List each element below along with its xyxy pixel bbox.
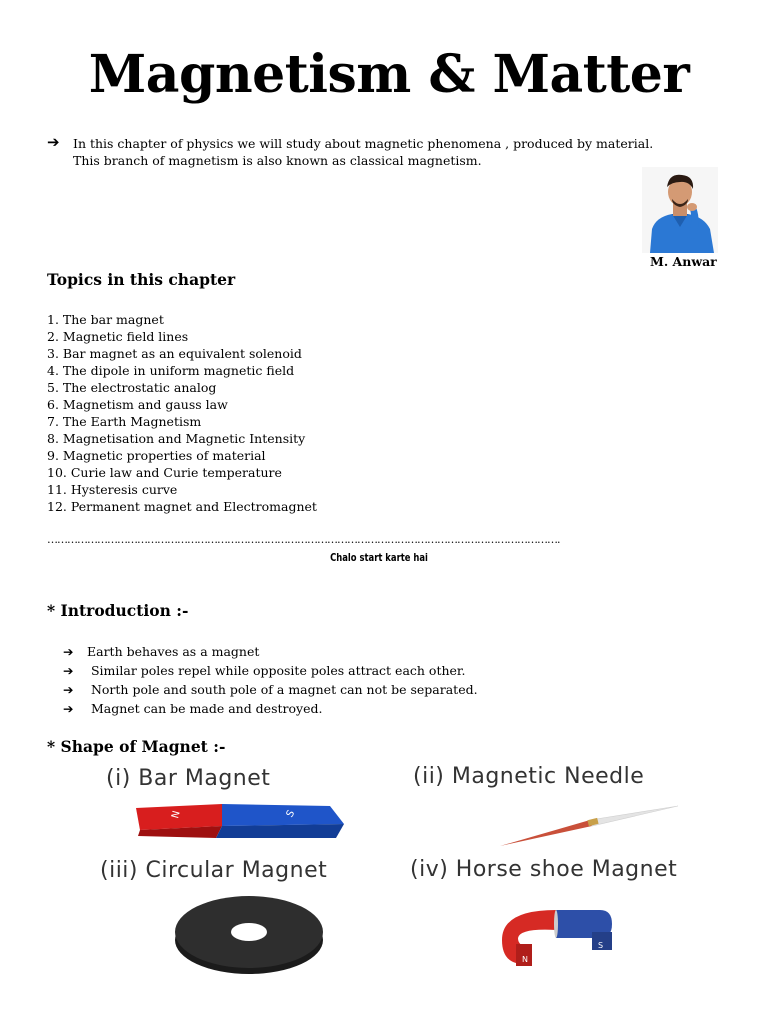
arrow-right-icon: ➔ <box>63 682 74 697</box>
horseshoe-magnet-label: (iv) Horse shoe Magnet <box>410 857 678 882</box>
list-item <box>63 642 478 661</box>
horseshoe-magnet-image <box>494 902 618 972</box>
dotted-separator: ………………………………………………………………………………………………………………………………………. <box>47 533 560 546</box>
list-item <box>63 680 478 699</box>
north-pole-letter: N <box>170 809 183 820</box>
author-photo <box>642 167 718 253</box>
bullet-text: Earth behaves as a magnet <box>87 644 260 659</box>
topic-list <box>47 311 317 515</box>
chalo-caption: Chalo start karte hai <box>330 551 428 564</box>
bar-magnet-label: (i) Bar Magnet <box>106 766 271 791</box>
intro-paragraph <box>73 135 653 169</box>
arrow-right-icon: ➔ <box>63 644 74 659</box>
shape-heading: * Shape of Magnet :- <box>47 737 226 756</box>
author-name: M. Anwar <box>650 254 717 269</box>
circular-magnet-image <box>170 888 328 978</box>
topic-item: 12. Permanent magnet and Electromagnet <box>47 499 317 514</box>
list-item <box>63 699 478 718</box>
circular-magnet-label: (iii) Circular Magnet <box>100 858 328 883</box>
bar-magnet-image <box>130 796 350 846</box>
author-portrait-illustration <box>642 167 718 253</box>
south-pole-letter: S <box>284 808 298 820</box>
north-pole-letter: N <box>522 955 528 964</box>
intro-line-2: This branch of magnetism is also known as classical magnetism. <box>73 153 482 168</box>
arrow-right-icon: ➔ <box>63 663 74 678</box>
topic-item: 4. The dipole in uniform magnetic field <box>47 363 295 378</box>
magnetic-needle-label: (ii) Magnetic Needle <box>413 764 645 789</box>
introduction-heading: * Introduction :- <box>47 601 189 620</box>
topic-item: 10. Curie law and Curie temperature <box>47 465 282 480</box>
intro-line-1: In this chapter of physics we will study about magnetic phenomena , produced by material. <box>73 136 654 151</box>
topic-item: 7. The Earth Magnetism <box>47 414 202 429</box>
topic-item: 6. Magnetism and gauss law <box>47 397 228 412</box>
topic-item: 5. The electrostatic analog <box>47 380 217 395</box>
magnetic-needle-image <box>496 800 682 850</box>
bullet-text: North pole and south pole of a magnet can not be separated. <box>87 682 478 697</box>
bullet-text: Similar poles repel while opposite poles attract each other. <box>87 663 466 678</box>
topic-item: 11. Hysteresis curve <box>47 482 178 497</box>
topic-item: 8. Magnetisation and Magnetic Intensity <box>47 431 306 446</box>
page-title: Magnetism & Matter <box>88 44 690 105</box>
list-item <box>63 661 478 680</box>
arrow-right-icon: ➔ <box>63 701 74 716</box>
topics-heading: Topics in this chapter <box>47 270 236 289</box>
bullet-text: Magnet can be made and destroyed. <box>87 701 323 716</box>
arrow-right-icon: ➔ <box>47 133 60 151</box>
topic-item: 3. Bar magnet as an equivalent solenoid <box>47 346 302 361</box>
introduction-bullets <box>63 642 478 718</box>
topic-item: 1. The bar magnet <box>47 312 164 327</box>
topic-item: 2. Magnetic field lines <box>47 329 189 344</box>
south-pole-letter: S <box>598 941 604 950</box>
topic-item: 9. Magnetic properties of material <box>47 448 266 463</box>
